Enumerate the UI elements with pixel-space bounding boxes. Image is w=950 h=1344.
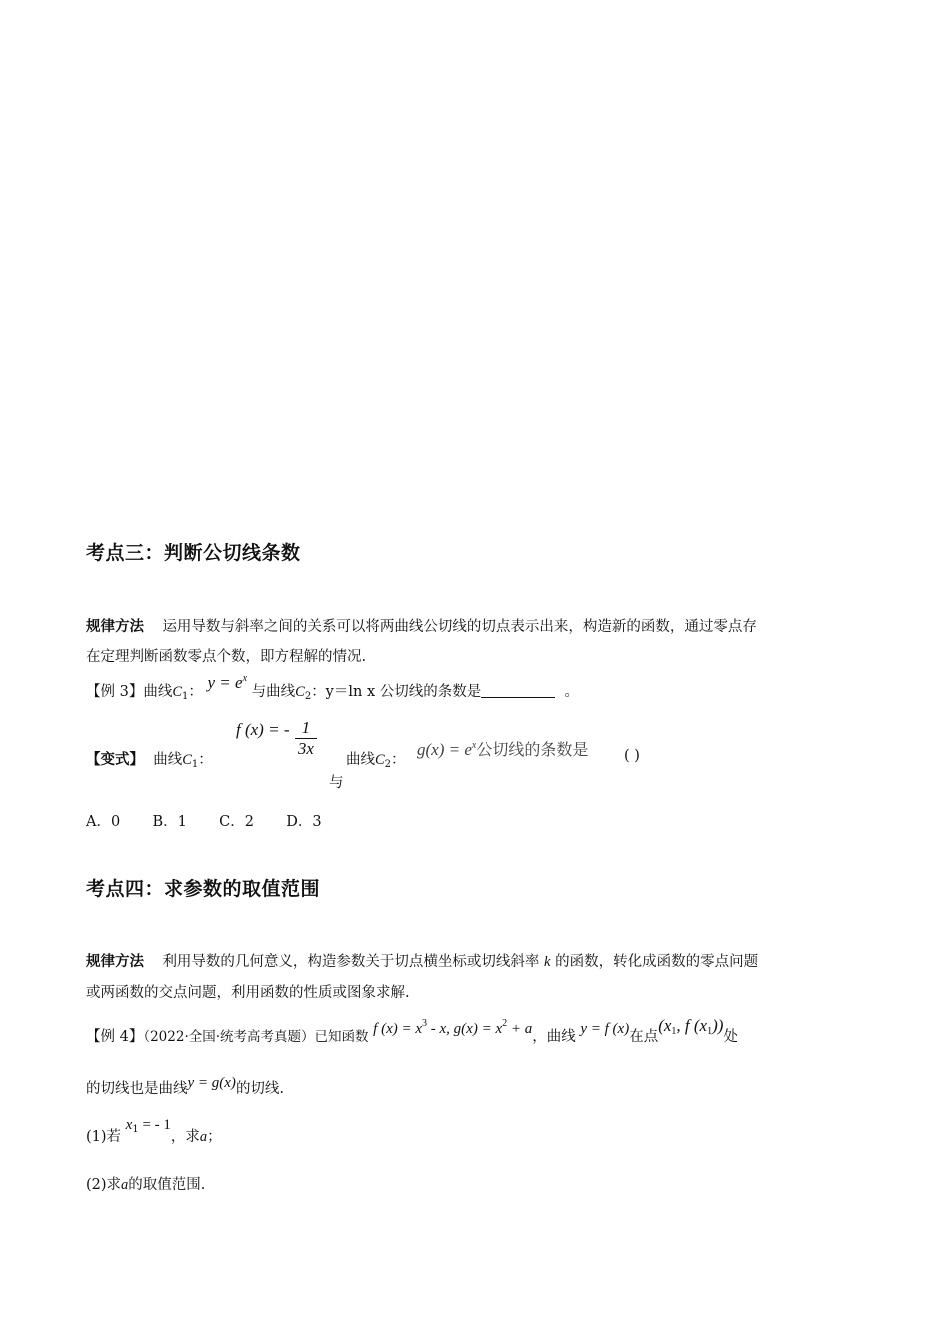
example4-line2 — [86, 1077, 284, 1098]
example4-source: （2022·全国·统考高考真题）已知函数 — [143, 1029, 369, 1045]
example3-c2: C — [295, 684, 305, 700]
example4-point — [658, 1016, 723, 1035]
option-c: C．2 — [219, 814, 254, 830]
answer-blank — [481, 683, 555, 698]
g-rest: + a — [507, 1021, 533, 1037]
method-label: 规律方法 — [86, 618, 144, 635]
variant-g-formula — [417, 737, 588, 760]
f-rest: - x, g(x) = x — [427, 1021, 503, 1037]
options-row — [86, 810, 322, 831]
example3-c1: C — [172, 684, 183, 700]
example4-fg-formula — [373, 1019, 532, 1037]
point-sub2: 1 — [707, 1026, 713, 1037]
method-label: 规律方法 — [86, 953, 144, 970]
formula-y: y — [207, 673, 216, 692]
example4-curve: y = f (x) — [580, 1021, 630, 1037]
example4-comma: ，曲线 — [532, 1029, 576, 1045]
variant-c1-sub: 1 — [191, 759, 199, 770]
question-2 — [86, 1173, 205, 1194]
method-text-a: 利用导数的几何意义，构造参数关于切点横坐标或切线斜率 — [162, 954, 540, 970]
q1-a: a — [199, 1129, 208, 1145]
section4-method-line2: 或两函数的交点问题，利用函数的性质或图象求解. — [86, 985, 410, 1001]
variant-with: 与 — [329, 775, 344, 791]
example4-tag: 【例 4】 — [86, 1029, 144, 1045]
f-sup: 3 — [422, 1018, 428, 1029]
variant-colon2: ： — [391, 752, 406, 768]
example3-text-b: 与曲线 — [251, 684, 296, 700]
q1-formula — [126, 1115, 171, 1133]
q1-end: ； — [207, 1129, 222, 1145]
method-text: 运用导数与斜率之间的关系可以将两曲线公切线的切点表示出来，构造新的函数，通过零点存 — [162, 619, 757, 635]
f-formula: f (x) = x — [373, 1021, 423, 1037]
example4-chu: 处 — [723, 1029, 738, 1045]
variant-prefix — [86, 748, 213, 770]
g-sup: 2 — [502, 1018, 508, 1029]
q1-x-sub: 1 — [132, 1124, 139, 1135]
section3-title: 考点三：判断公切线条数 — [86, 542, 301, 564]
variant-c2: C — [375, 752, 385, 768]
q2-rest: 的取值范围. — [128, 1177, 206, 1193]
option-a: A．0 — [86, 814, 121, 830]
q1-rest: ，求 — [170, 1129, 200, 1145]
q1-x: x — [125, 1117, 133, 1133]
example3-colon: ： — [188, 684, 203, 700]
g-sup: x — [471, 740, 477, 751]
question-1 — [86, 1117, 222, 1147]
f-fraction — [295, 718, 317, 759]
point-open: (x — [658, 1016, 672, 1035]
section4-title: 考点四：求参数的取值范围 — [86, 878, 321, 900]
variant-text-b: 曲线 — [346, 752, 375, 768]
example3 — [86, 673, 579, 702]
method-text-b: 的函数，转化成函数的零点问题 — [555, 954, 759, 970]
example3-text-c: ：y＝ln x 公切线的条数是 — [311, 684, 482, 700]
formula-eq: = e — [215, 673, 243, 692]
option-b: B．1 — [152, 814, 187, 830]
variant-text-c: 公切线的条数是 — [476, 740, 589, 759]
g-formula: g(x) = e — [417, 740, 472, 759]
example4-line1 — [86, 1016, 738, 1047]
point-close: )) — [712, 1016, 724, 1035]
variant-colon: ： — [198, 752, 213, 768]
f-lhs: f (x) = - — [236, 720, 290, 739]
line2-a: 的切线也是曲线 — [86, 1081, 188, 1097]
example3-end: 。 — [564, 684, 579, 700]
variant-paren: ( ) — [624, 748, 640, 764]
point-sub: 1 — [671, 1026, 677, 1037]
point-mid: , f (x — [676, 1016, 708, 1035]
variant-curve2 — [346, 748, 406, 770]
section3-method-line2: 在定理判断函数零点个数，即方程解的情况. — [86, 649, 367, 665]
q1-label: (1)若 — [86, 1129, 122, 1145]
q2-label: (2)求 — [86, 1177, 122, 1193]
q1-eq: = - 1 — [138, 1117, 171, 1133]
variant-text-a: 曲线 — [153, 752, 183, 768]
line2-b: 的切线. — [235, 1081, 285, 1097]
example3-text-a: 曲线 — [143, 684, 173, 700]
option-d: D．3 — [286, 814, 322, 830]
section4-method-line1 — [86, 950, 758, 971]
frac-num: 1 — [295, 718, 317, 739]
example3-c1-sub: 1 — [182, 691, 189, 702]
frac-den: 3x — [297, 739, 314, 758]
variant-f-formula — [236, 718, 317, 759]
q2-a: a — [121, 1177, 129, 1193]
variant-c1: C — [182, 752, 192, 768]
variant-c2-sub: 2 — [384, 759, 392, 770]
example4-at-point: 在点 — [629, 1029, 659, 1045]
variant-tag: 【变式】 — [86, 751, 144, 768]
method-k: k — [544, 954, 551, 970]
formula-sup: x — [242, 673, 248, 684]
section3-method-line1 — [86, 615, 757, 636]
example3-formula — [208, 673, 248, 693]
example3-c2-sub: 2 — [304, 691, 312, 702]
example4-curve2: y = g(x) — [187, 1075, 236, 1091]
example3-tag: 【例 3】 — [86, 684, 144, 700]
